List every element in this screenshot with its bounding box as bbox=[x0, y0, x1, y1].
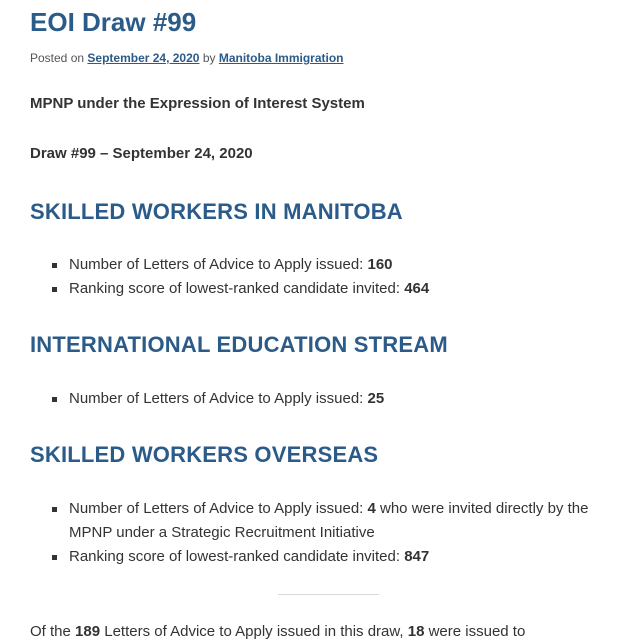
posted-on-label: Posted on bbox=[30, 51, 85, 65]
summary-count: 18 bbox=[407, 623, 425, 640]
post-meta bbox=[30, 51, 344, 65]
section-heading-international-education: INTERNATIONAL EDUCATION STREAM bbox=[30, 332, 448, 357]
item-suffix: who were invited directly by the MPNP under a Strategic Recruitment Initiative bbox=[69, 500, 589, 541]
item-label: Number of Letters of Advice to Apply issued: bbox=[69, 500, 368, 517]
item-label: Ranking score of lowest-ranked candidate invited: bbox=[69, 280, 405, 297]
section-list-skilled-workers-overseas bbox=[50, 497, 630, 569]
list-item bbox=[50, 497, 630, 545]
content-divider bbox=[278, 594, 379, 595]
item-value: 847 bbox=[404, 548, 430, 565]
summary-text: were issued to bbox=[424, 623, 526, 640]
summary-total: 189 bbox=[75, 623, 101, 640]
item-label: Number of Letters of Advice to Apply issued: bbox=[69, 256, 368, 273]
item-value: 160 bbox=[367, 256, 393, 273]
item-value: 464 bbox=[404, 280, 430, 297]
list-item bbox=[50, 545, 630, 569]
list-item bbox=[50, 277, 630, 301]
summary-text: Letters of Advice to Apply issued in this draw, bbox=[100, 623, 408, 640]
post-date-link[interactable]: September 24, 2020 bbox=[87, 51, 200, 65]
section-heading-skilled-workers-overseas: SKILLED WORKERS OVERSEAS bbox=[30, 442, 379, 467]
section-list-skilled-workers-manitoba bbox=[50, 253, 630, 301]
list-item bbox=[50, 253, 630, 277]
item-label: Number of Letters of Advice to Apply issued: bbox=[69, 390, 368, 407]
summary-text: Of the bbox=[30, 623, 76, 640]
post-title: EOI Draw #99 bbox=[30, 7, 197, 37]
by-label: by bbox=[202, 51, 216, 65]
item-label: Ranking score of lowest-ranked candidate invited: bbox=[69, 548, 405, 565]
item-value: 25 bbox=[367, 390, 385, 407]
item-value: 4 bbox=[367, 500, 376, 517]
draw-line: Draw #99 – September 24, 2020 bbox=[30, 145, 253, 162]
author-link[interactable]: Manitoba Immigration bbox=[218, 51, 344, 65]
section-heading-skilled-workers-manitoba: SKILLED WORKERS IN MANITOBA bbox=[30, 199, 403, 224]
section-list-international-education bbox=[50, 387, 630, 411]
intro-text: MPNP under the Expression of Interest System bbox=[30, 95, 365, 112]
list-item bbox=[50, 387, 630, 411]
summary-paragraph bbox=[30, 623, 525, 640]
